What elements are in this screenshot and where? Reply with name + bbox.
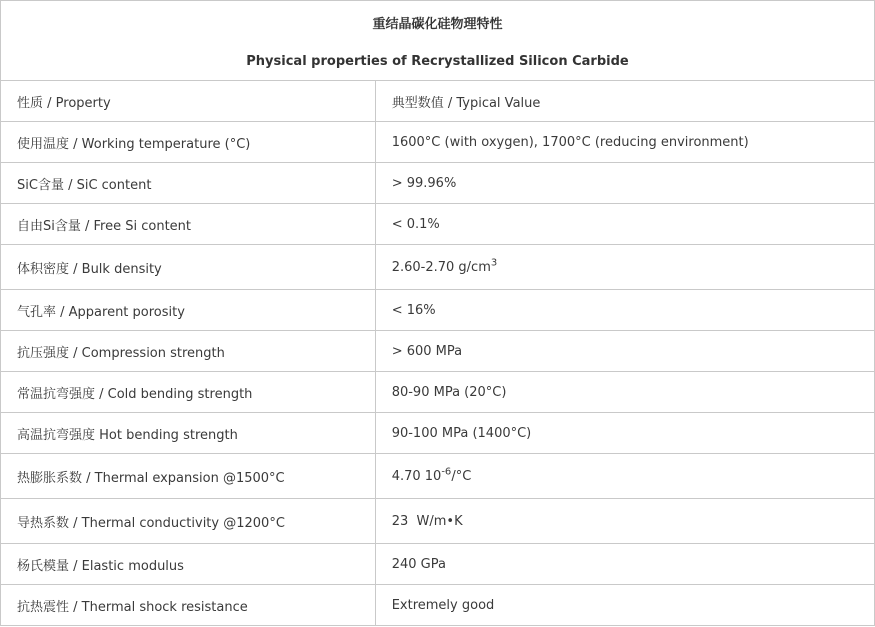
- value-cell: > 600 MPa: [375, 331, 874, 372]
- table-row: [1, 413, 875, 454]
- property-cell: 杨氏模量 / Elastic modulus: [1, 544, 376, 585]
- property-cell: 气孔率 / Apparent porosity: [1, 290, 376, 331]
- title-en: Physical properties of Recrystallized Silicon Carbide: [246, 53, 629, 69]
- value-cell: [375, 454, 874, 499]
- table-row: [1, 544, 875, 585]
- value-cell: Extremely good: [375, 585, 874, 626]
- table-row: [1, 585, 875, 626]
- value-cell: 80-90 MPa (20°C): [375, 372, 874, 413]
- table-row: [1, 245, 875, 290]
- table-title: [1, 1, 875, 81]
- table-title-row: [1, 1, 875, 81]
- property-cell: 高温抗弯强度 Hot bending strength: [1, 413, 376, 454]
- table-row: [1, 454, 875, 499]
- table-row: [1, 499, 875, 544]
- value-cell: [375, 245, 874, 290]
- value-cell: < 16%: [375, 290, 874, 331]
- value-cell: 1600°C (with oxygen), 1700°C (reducing environment): [375, 122, 874, 163]
- header-value: 典型数值 / Typical Value: [375, 81, 874, 122]
- value-cell: 23 W/m•K: [375, 499, 874, 544]
- value-text: 4.70 10: [391, 468, 442, 484]
- property-cell: 自由Si含量 / Free Si content: [1, 204, 376, 245]
- table-row: [1, 204, 875, 245]
- property-cell: 使用温度 / Working temperature (°C): [1, 122, 376, 163]
- value-superscript: -6: [441, 466, 452, 478]
- property-cell: 常温抗弯强度 / Cold bending strength: [1, 372, 376, 413]
- value-cell: > 99.96%: [375, 163, 874, 204]
- value-cell: < 0.1%: [375, 204, 874, 245]
- property-cell: 体积密度 / Bulk density: [1, 245, 376, 290]
- property-cell: 导热系数 / Thermal conductivity @1200°C: [1, 499, 376, 544]
- table-row: [1, 290, 875, 331]
- header-property: 性质 / Property: [1, 81, 376, 122]
- value-suffix: /°C: [451, 468, 472, 484]
- title-zh: 重结晶碳化硅物理特性: [372, 16, 503, 32]
- property-cell: 热膨胀系数 / Thermal expansion @1500°C: [1, 454, 376, 499]
- property-cell: 抗压强度 / Compression strength: [1, 331, 376, 372]
- property-cell: 抗热震性 / Thermal shock resistance: [1, 585, 376, 626]
- value-superscript: 3: [490, 257, 498, 269]
- value-text: 2.60-2.70 g/cm: [391, 259, 491, 275]
- property-cell: SiC含量 / SiC content: [1, 163, 376, 204]
- table-header-row: [1, 81, 875, 122]
- table-row: [1, 122, 875, 163]
- table-row: [1, 331, 875, 372]
- value-cell: 90-100 MPa (1400°C): [375, 413, 874, 454]
- value-cell: 240 GPa: [375, 544, 874, 585]
- table-row: [1, 372, 875, 413]
- table-row: [1, 163, 875, 204]
